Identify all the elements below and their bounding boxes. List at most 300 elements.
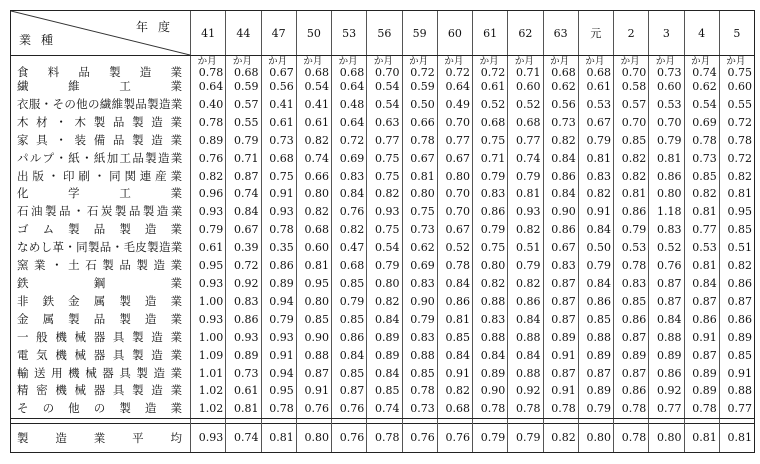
industry-name-cell: 精密機械器具製造業 [11,382,191,400]
table-row [11,203,755,221]
value-cell: 0.79 [473,168,508,186]
value-cell: 0.85 [332,365,367,383]
table-row [11,114,755,132]
value-cell: 0.88 [719,382,754,400]
value-cell: 0.85 [332,275,367,293]
value-cell: 0.87 [719,293,754,311]
year-header-cell: 3 [649,11,684,56]
value-cell: 0.75 [367,221,402,239]
value-cell: 0.89 [578,382,613,400]
value-cell: 0.75 [367,150,402,168]
value-cell: 0.91 [543,347,578,365]
value-cell: 0.82 [684,185,719,203]
average-value-cell: 0.80 [578,424,613,453]
value-cell: 0.85 [437,329,472,347]
value-text: 0.67 [269,66,294,79]
value-cell: 0.80 [437,168,472,186]
value-cell: 0.85 [367,382,402,400]
unit-label: か月 [655,56,675,67]
value-cell: 0.90 [543,203,578,221]
year-header-cell: 63 [543,11,578,56]
table-body [11,56,755,453]
bonus-months-table [10,10,755,453]
value-cell: 0.79 [508,257,543,275]
value-cell: 0.70 [437,203,472,221]
industry-name-cell: 食料品製造業 [11,56,191,79]
year-header-cell: 50 [296,11,331,56]
value-cell: 0.81 [578,150,613,168]
industry-name-cell: 一般機械器具製造業 [11,329,191,347]
value-cell: 0.91 [578,203,613,221]
value-cell: 0.77 [367,132,402,150]
value-cell: 0.78 [543,400,578,418]
value-cell: 0.84 [508,347,543,365]
value-cell: 0.89 [473,365,508,383]
average-name-cell: 製造業平均 [11,424,191,453]
value-text: 0.72 [445,66,470,79]
value-cell: 0.90 [473,382,508,400]
value-cell: 0.86 [649,365,684,383]
value-cell: 0.84 [437,275,472,293]
value-cell: 0.82 [191,168,226,186]
industry-name-cell: 窯業・土石製品製造業 [11,257,191,275]
value-cell: 0.89 [367,347,402,365]
industry-name-cell: 衣服・その他の繊維製品製造業 [11,96,191,114]
average-value-cell: 0.76 [332,424,367,453]
value-cell: 0.77 [437,132,472,150]
value-cell: 0.79 [261,311,296,329]
value-cell: 0.84 [367,311,402,329]
table-row [11,150,755,168]
value-cell: 0.82 [332,221,367,239]
value-cell [473,56,508,79]
value-cell: 0.88 [473,329,508,347]
year-header-cell: 2 [614,11,649,56]
value-cell: 0.89 [649,347,684,365]
value-text: 0.68 [551,66,576,79]
industry-name-cell: なめし革・同製品・毛皮製造業 [11,239,191,257]
value-cell: 0.89 [261,275,296,293]
unit-label: か月 [338,56,358,67]
value-cell: 0.52 [473,96,508,114]
value-cell: 0.83 [226,293,261,311]
table-header-row [11,11,755,56]
unit-label: か月 [691,56,711,67]
value-cell: 0.82 [473,275,508,293]
value-cell: 0.64 [332,114,367,132]
value-cell: 0.87 [578,365,613,383]
value-cell: 0.59 [226,78,261,96]
value-cell: 0.74 [367,400,402,418]
value-cell: 1.18 [649,203,684,221]
value-cell: 0.91 [261,185,296,203]
value-cell: 0.73 [226,365,261,383]
value-cell: 0.74 [226,185,261,203]
unit-label: か月 [620,56,640,67]
value-cell: 0.86 [614,203,649,221]
value-cell [578,56,613,79]
industry-name-cell: 輸送用機械器具製造業 [11,365,191,383]
value-cell: 0.53 [578,96,613,114]
value-cell: 0.57 [226,96,261,114]
value-cell: 0.78 [473,400,508,418]
value-cell: 0.80 [402,185,437,203]
value-cell: 0.78 [191,114,226,132]
value-cell: 0.85 [719,347,754,365]
unit-label: か月 [373,56,393,67]
value-cell: 0.82 [437,382,472,400]
industry-name-cell: 電気機械器具製造業 [11,347,191,365]
value-cell: 0.82 [614,150,649,168]
value-cell: 0.67 [402,150,437,168]
value-text: 0.74 [692,66,717,79]
value-cell: 0.85 [614,132,649,150]
value-cell: 0.76 [332,203,367,221]
value-cell: 0.86 [473,203,508,221]
value-cell: 0.87 [543,365,578,383]
value-cell: 0.82 [508,275,543,293]
value-cell [437,56,472,79]
value-cell [332,56,367,79]
value-cell: 0.86 [508,293,543,311]
value-cell: 0.84 [332,347,367,365]
value-cell: 0.68 [296,221,331,239]
year-header-cell: 41 [191,11,226,56]
value-cell: 0.87 [649,293,684,311]
value-cell: 0.88 [296,347,331,365]
value-text: 0.70 [621,66,647,79]
value-cell: 0.74 [508,150,543,168]
value-text: 0.73 [657,66,682,79]
value-cell: 0.85 [719,221,754,239]
value-cell: 0.93 [191,203,226,221]
value-cell: 0.79 [473,221,508,239]
value-cell: 0.86 [719,311,754,329]
value-text: 0.68 [339,66,365,79]
value-cell [191,56,226,79]
value-cell: 0.78 [261,400,296,418]
table-row [11,329,755,347]
value-cell: 0.88 [473,293,508,311]
value-cell: 0.72 [719,150,754,168]
industry-name-cell: 繊維工業 [11,78,191,96]
value-cell: 0.83 [578,168,613,186]
value-cell: 0.84 [684,275,719,293]
value-cell: 0.89 [684,365,719,383]
value-cell: 0.70 [437,185,472,203]
value-cell: 0.75 [473,239,508,257]
value-cell: 0.79 [649,132,684,150]
year-header-cell: 4 [684,11,719,56]
value-cell: 0.64 [191,78,226,96]
year-header-cell: 61 [473,11,508,56]
value-cell: 0.78 [684,400,719,418]
value-cell: 0.77 [719,400,754,418]
value-cell: 0.86 [649,168,684,186]
value-cell: 0.53 [614,239,649,257]
value-cell: 0.61 [473,78,508,96]
value-cell: 0.63 [367,114,402,132]
value-cell: 0.91 [296,382,331,400]
value-cell: 1.02 [191,400,226,418]
value-cell: 0.80 [296,185,331,203]
value-cell: 0.95 [261,382,296,400]
value-cell: 0.50 [402,96,437,114]
value-cell: 0.69 [402,257,437,275]
value-cell: 0.79 [191,221,226,239]
year-header-cell: 59 [402,11,437,56]
value-cell: 0.78 [614,400,649,418]
value-cell: 0.79 [614,221,649,239]
value-cell: 0.87 [543,311,578,329]
value-cell: 0.79 [508,168,543,186]
value-text: 0.72 [410,66,435,79]
value-cell: 0.56 [261,78,296,96]
value-cell: 0.79 [578,257,613,275]
value-cell: 0.54 [367,96,402,114]
value-cell: 0.83 [649,221,684,239]
year-corner-label: 年度 [135,20,180,34]
year-header-cell: 44 [226,11,261,56]
value-cell: 0.89 [226,347,261,365]
value-cell: 0.92 [226,275,261,293]
value-cell: 0.82 [719,257,754,275]
unit-label: か月 [444,56,464,67]
value-cell: 0.81 [684,203,719,221]
value-cell: 0.72 [226,257,261,275]
value-cell: 0.73 [684,150,719,168]
value-cell: 0.86 [614,382,649,400]
year-header-cell: 60 [437,11,472,56]
value-cell: 0.95 [191,257,226,275]
unit-label: か月 [726,56,746,67]
value-cell: 0.82 [614,168,649,186]
value-cell [649,56,684,79]
industry-name-cell: 非鉄金属製造業 [11,293,191,311]
unit-label: か月 [479,56,499,67]
average-value-cell: 0.79 [473,424,508,453]
average-value-cell: 0.76 [402,424,437,453]
value-cell: 0.61 [226,382,261,400]
value-cell [543,56,578,79]
value-cell: 0.51 [719,239,754,257]
value-cell: 0.55 [719,96,754,114]
value-cell: 0.84 [332,185,367,203]
value-cell: 0.61 [578,78,613,96]
value-cell: 0.52 [508,96,543,114]
value-cell: 0.87 [226,168,261,186]
unit-label: か月 [232,56,252,67]
value-cell: 0.76 [332,400,367,418]
average-value-cell: 0.81 [684,424,719,453]
value-cell: 0.80 [367,275,402,293]
value-cell: 0.78 [402,382,437,400]
value-cell: 0.84 [543,150,578,168]
unit-label: か月 [550,56,570,67]
value-cell: 0.56 [543,96,578,114]
value-cell: 0.86 [543,168,578,186]
value-cell: 0.82 [367,293,402,311]
value-cell: 0.89 [719,329,754,347]
value-cell [367,56,402,79]
value-cell: 0.83 [614,275,649,293]
value-cell: 0.49 [437,96,472,114]
value-cell: 0.93 [261,329,296,347]
value-cell: 0.78 [261,221,296,239]
value-cell: 0.39 [226,239,261,257]
value-cell: 0.81 [296,257,331,275]
industry-name-cell: 金属製品製造業 [11,311,191,329]
value-cell: 0.81 [649,150,684,168]
value-cell [719,56,754,79]
value-cell: 0.64 [332,78,367,96]
average-value-cell: 0.78 [614,424,649,453]
table-row [11,347,755,365]
year-header-cell: 5 [719,11,754,56]
value-cell: 0.87 [332,382,367,400]
value-cell: 0.76 [296,400,331,418]
value-cell: 0.54 [684,96,719,114]
year-header-cell: 53 [332,11,367,56]
average-value-cell: 0.79 [508,424,543,453]
table-row [11,56,755,79]
value-cell: 0.89 [578,347,613,365]
value-cell: 0.72 [719,114,754,132]
value-cell: 0.90 [296,329,331,347]
value-cell: 0.75 [473,132,508,150]
value-cell: 0.81 [719,185,754,203]
value-cell: 0.93 [508,203,543,221]
value-cell: 0.84 [543,185,578,203]
value-cell: 0.83 [543,257,578,275]
value-cell: 0.88 [508,329,543,347]
value-cell: 0.69 [332,150,367,168]
value-cell [261,56,296,79]
average-value-cell: 0.80 [649,424,684,453]
average-value-cell: 0.80 [296,424,331,453]
industry-name-cell: ゴム製品製造業 [11,221,191,239]
value-cell: 0.85 [614,293,649,311]
value-cell: 0.73 [261,132,296,150]
value-cell: 0.73 [543,114,578,132]
value-cell: 0.69 [684,114,719,132]
unit-label: か月 [303,56,323,67]
value-cell: 0.80 [473,257,508,275]
value-cell: 0.62 [543,78,578,96]
value-cell: 0.87 [649,275,684,293]
value-cell: 0.67 [437,221,472,239]
value-cell: 1.01 [191,365,226,383]
table-row [11,365,755,383]
value-cell: 0.84 [649,311,684,329]
value-cell: 0.50 [578,239,613,257]
value-cell: 0.86 [543,221,578,239]
value-cell: 0.89 [543,329,578,347]
table-row [11,382,755,400]
value-cell: 0.64 [437,78,472,96]
value-cell: 0.80 [296,293,331,311]
value-cell: 0.62 [684,78,719,96]
value-cell: 0.81 [684,257,719,275]
average-row [11,424,755,453]
value-cell: 0.78 [719,132,754,150]
industry-name-cell: 出版・印刷・同関連産業 [11,168,191,186]
value-cell: 0.41 [261,96,296,114]
value-cell: 0.61 [261,114,296,132]
value-cell: 0.58 [614,78,649,96]
industry-name-cell: 木材・木製品製造業 [11,114,191,132]
average-value-cell: 0.81 [719,424,754,453]
table-row [11,311,755,329]
industry-name-cell: 家具・装備品製造業 [11,132,191,150]
value-cell: 0.91 [543,382,578,400]
value-cell: 0.79 [578,132,613,150]
value-cell: 0.92 [649,382,684,400]
value-cell: 0.59 [402,78,437,96]
value-cell: 0.53 [684,239,719,257]
value-cell: 0.92 [508,382,543,400]
value-cell: 0.84 [367,365,402,383]
value-cell: 0.82 [543,132,578,150]
value-cell: 0.60 [649,78,684,96]
value-cell: 0.70 [437,114,472,132]
value-cell: 0.88 [578,329,613,347]
value-text: 0.71 [516,66,541,79]
value-cell: 0.88 [649,329,684,347]
value-cell: 0.62 [402,239,437,257]
value-cell: 0.52 [649,239,684,257]
value-cell: 0.57 [614,96,649,114]
value-cell: 0.81 [437,311,472,329]
value-cell: 0.60 [508,78,543,96]
industry-name-cell: その他の製造業 [11,400,191,418]
value-text: 0.72 [480,66,506,79]
value-cell: 0.71 [473,150,508,168]
value-cell: 0.86 [226,311,261,329]
bonus-months-table-container [10,10,754,453]
value-cell: 0.83 [332,168,367,186]
value-cell: 0.78 [684,132,719,150]
table-row [11,96,755,114]
value-cell: 0.86 [719,275,754,293]
value-cell [614,56,649,79]
value-cell: 0.78 [614,257,649,275]
value-cell [402,56,437,79]
table-row [11,293,755,311]
value-cell: 0.55 [226,114,261,132]
value-cell: 0.66 [296,168,331,186]
value-cell: 0.84 [508,311,543,329]
unit-label: か月 [585,56,605,67]
value-cell: 0.87 [296,365,331,383]
table-row [11,132,755,150]
value-cell: 0.75 [367,168,402,186]
value-cell: 0.73 [402,400,437,418]
value-text: 0.68 [234,66,259,79]
value-cell: 0.77 [508,132,543,150]
value-cell: 0.86 [614,311,649,329]
industry-name-cell: 石油製品・石炭製品製造業 [11,203,191,221]
table-row [11,168,755,186]
year-header-cell: 47 [261,11,296,56]
value-text: 0.75 [727,66,752,79]
value-cell: 0.41 [296,96,331,114]
value-cell: 0.68 [437,400,472,418]
industry-name-cell: パルプ・紙・紙加工品製造業 [11,150,191,168]
value-cell: 0.66 [402,114,437,132]
value-cell: 0.86 [261,257,296,275]
value-cell: 0.68 [261,150,296,168]
